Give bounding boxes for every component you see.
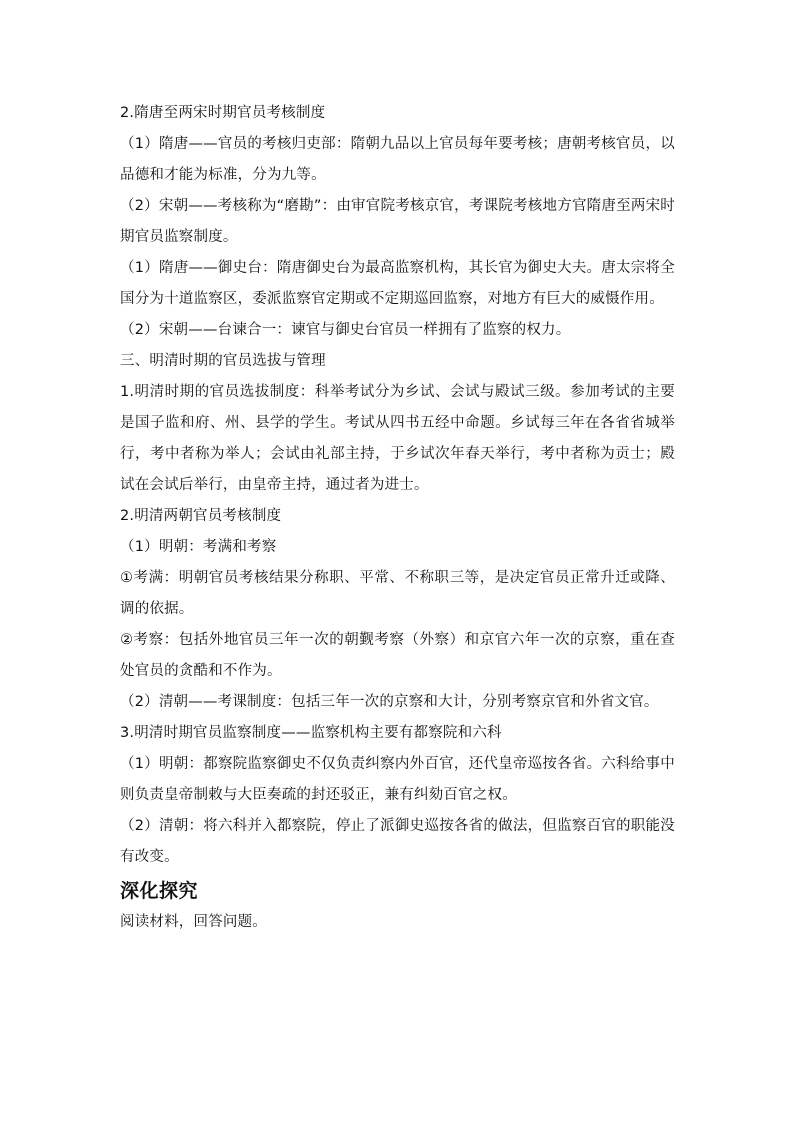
document-page (120, 98, 675, 938)
paragraph-ming-qing-section-title: 三、明清时期的官员选拔与管理 (120, 353, 326, 369)
paragraph-kaocha: ②考察：包括外地官员三年一次的朝觐考察（外察）和京官六年一次的京察，重在查处官员的贪酷和不作为。 (120, 632, 675, 679)
paragraph-sui-tang-censorate: （1）隋唐——御史台：隋唐御史台为最高监察机构，其长官为御史大夫。唐太宗将全国分为十道监察区，委派监察官定期或不定期巡回监察，对地方有巨大的威慑作用。 (120, 260, 675, 307)
closing-paragraph: 阅读材料，回答问题。 (120, 914, 267, 930)
paragraph-sui-tang-assessment: （1）隋唐——官员的考核归吏部：隋朝九品以上官员每年要考核；唐朝考核官员，以品德和才能为标准，分为九等。 (120, 136, 675, 183)
paragraph-ming-qing-assessment-title: 2.明清两朝官员考核制度 (120, 508, 282, 524)
paragraph-qing-assessment: （2）清朝——考课制度：包括三年一次的京察和大计，分别考察京官和外省文官。 (120, 694, 659, 710)
paragraph-song-censorate: （2）宋朝——台谏合一：谏官与御史台官员一样拥有了监察的权力。 (120, 322, 571, 338)
paragraph-song-assessment: （2）宋朝——考核称为“磨勘”：由审官院考核京官，考课院考核地方官隋唐至两宋时期官员监察制度。 (120, 198, 675, 245)
paragraph-sui-tang-song-assessment-title: 2.隋唐至两宋时期官员考核制度 (120, 105, 326, 121)
paragraph-qing-supervision: （2）清朝：将六科并入都察院，停止了派御史巡按各省的做法，但监察百官的职能没有改变。 (120, 818, 675, 865)
section-heading: 深化探究 (120, 880, 199, 902)
paragraph-ming-supervision: （1）明朝：都察院监察御史不仅负责纠察内外百官，还代皇帝巡按各省。六科给事中则负责皇帝制敕与大臣奏疏的封还驳正，兼有纠劾百官之权。 (120, 756, 675, 803)
paragraph-kaoman: ①考满：明朝官员考核结果分称职、平常、不称职三等，是决定官员正常升迁或降、调的依据。 (120, 570, 675, 617)
paragraph-ming-qing-selection: 1.明清时期的官员选拔制度：科举考试分为乡试、会试与殿试三级。参加考试的主要是国子监和府、州、县学的学生。考试从四书五经中命题。乡试每三年在各省省城举行，考中者称为举人；会试由礼部主持，于乡试次年春天举行，考中者称为贡士；殿试在会试后举行，由皇帝主持，通过者为进士。 (120, 384, 675, 493)
paragraph-ming-assessment: （1）明朝：考满和考察 (120, 539, 277, 555)
paragraph-ming-qing-supervision-title: 3.明清时期官员监察制度——监察机构主要有都察院和六科 (120, 725, 502, 741)
